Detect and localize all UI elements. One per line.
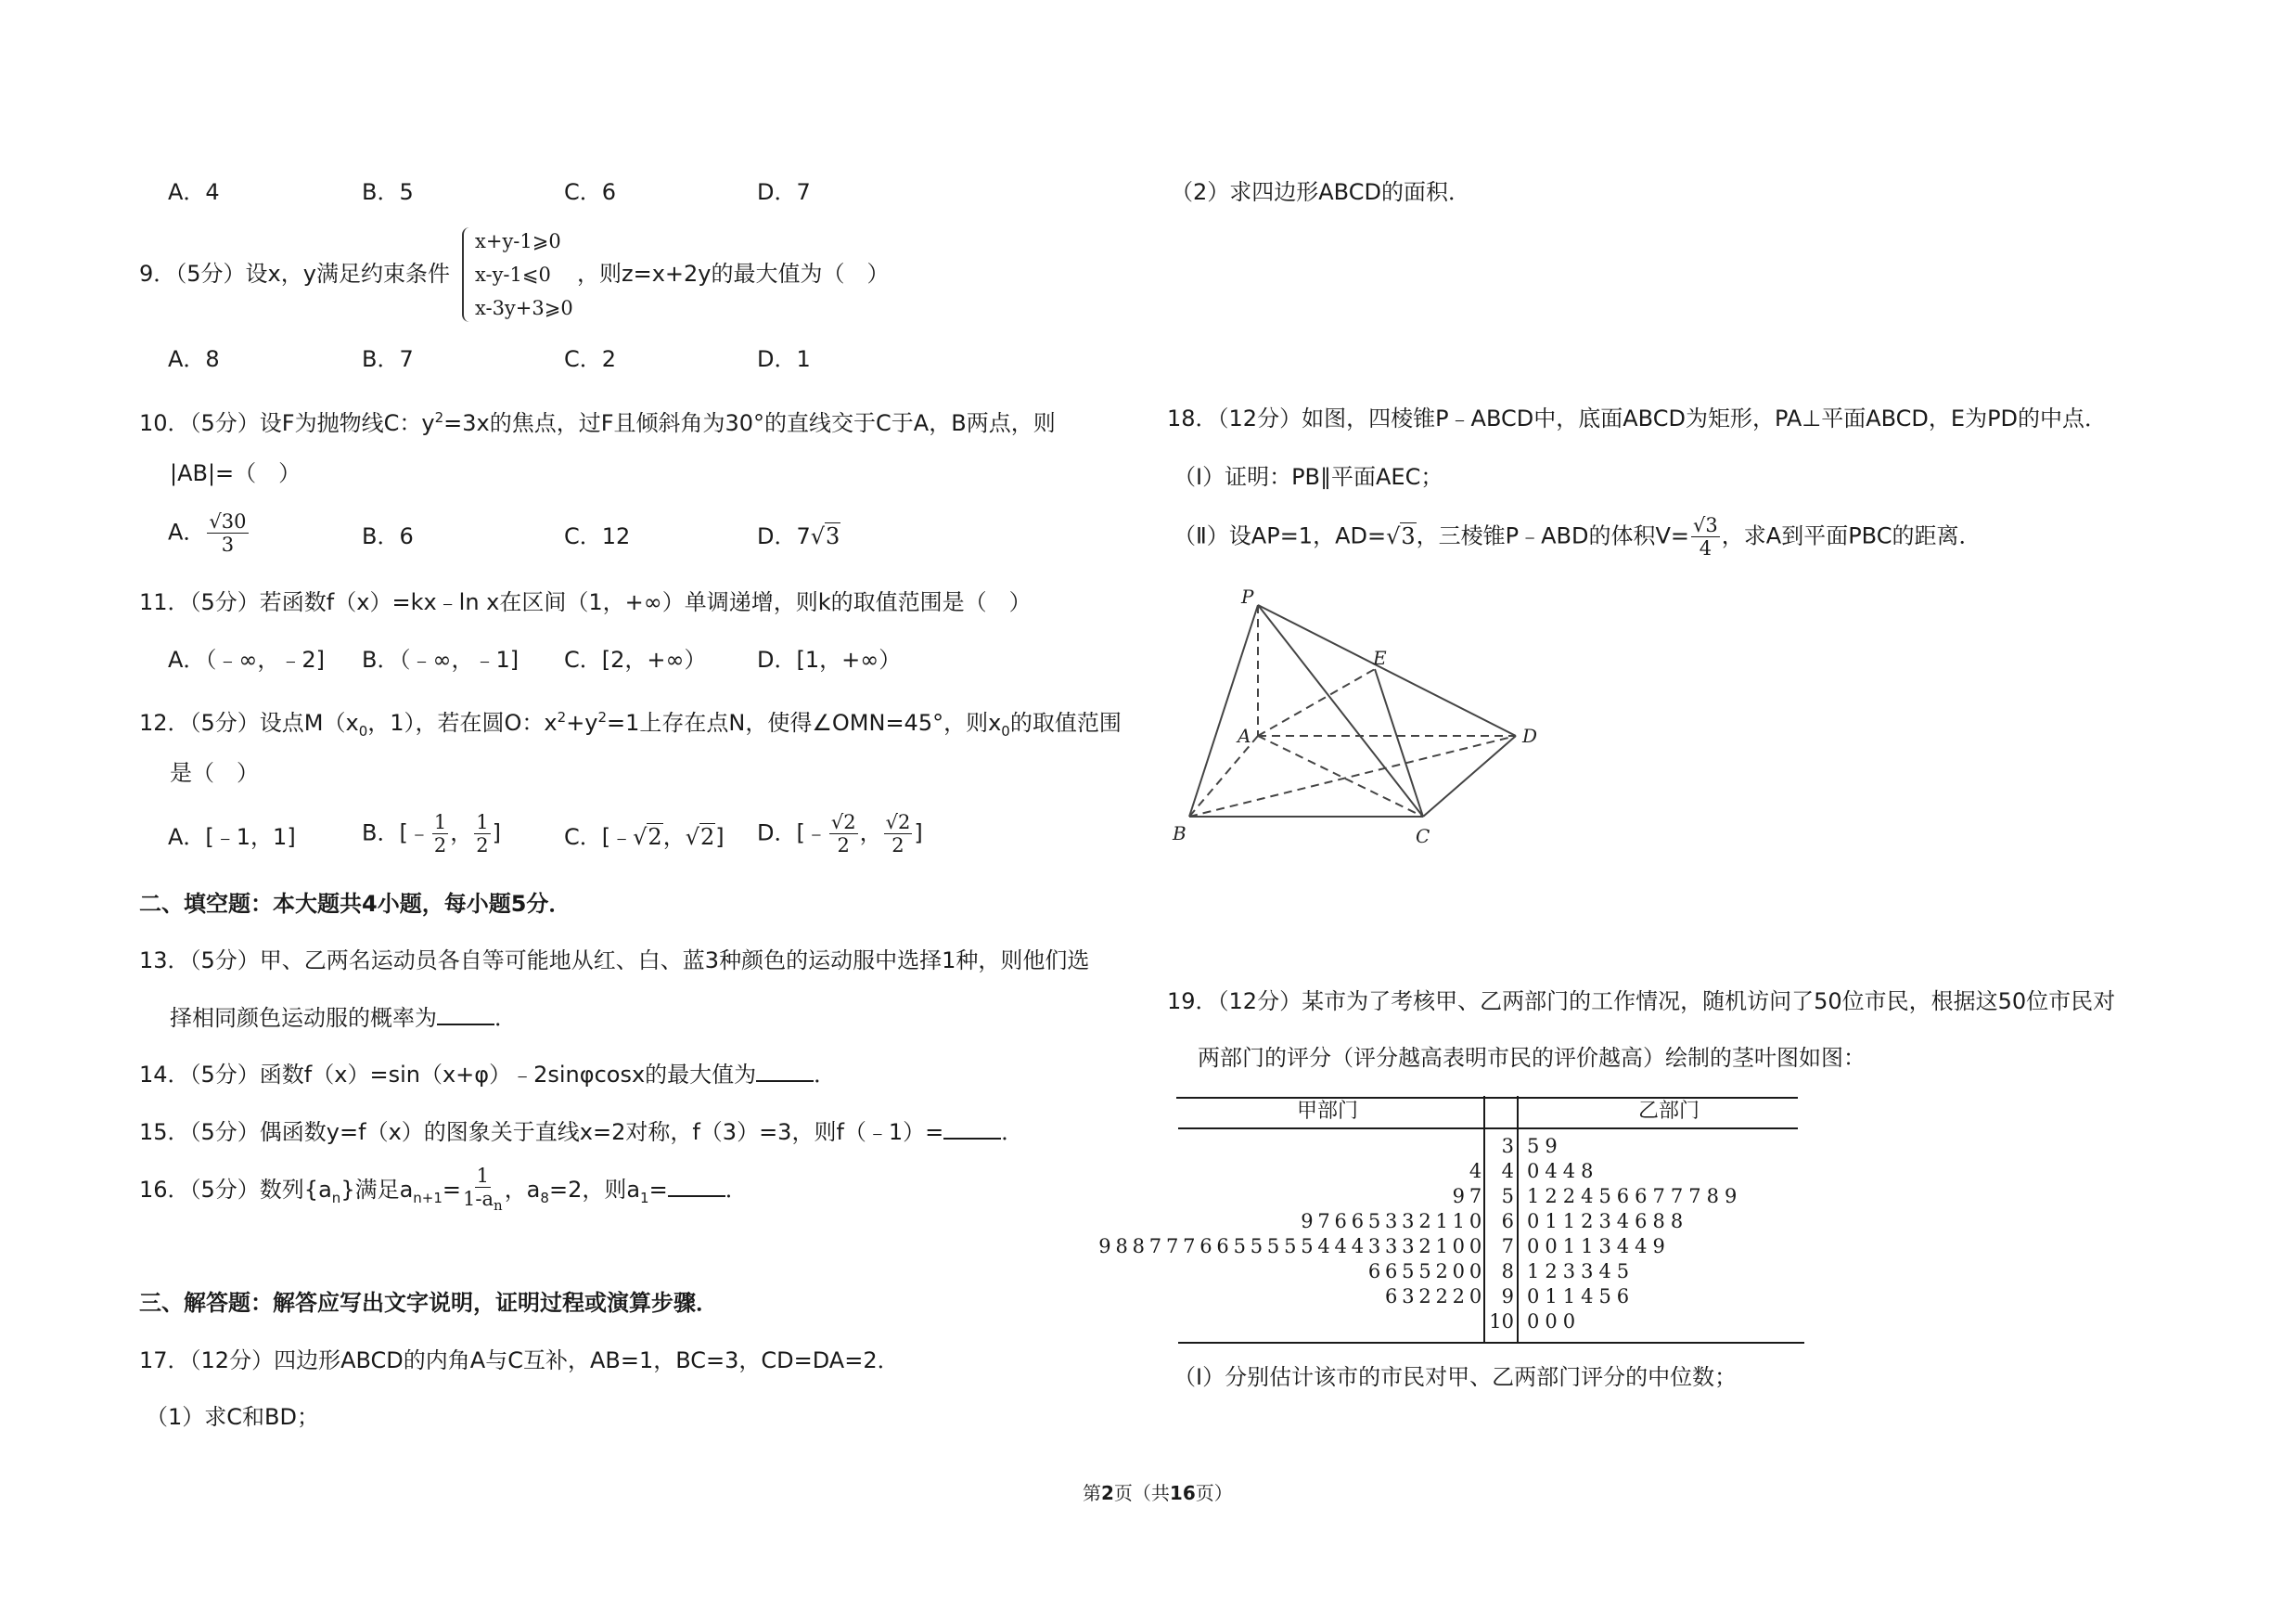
question-16: 16．（5分）数列$\{a_n\}$满足$a_{n+1}=$ $\frac{1}{1-a_n}$ ，$a_8=2$，则$a_1=$ ． <box>139 1165 748 1215</box>
q9-text-before: 9．（5分）设x，y满足约束条件 <box>139 261 450 287</box>
q12-option-c[interactable]: C．[﹣√2，√2] <box>564 824 725 850</box>
pyramid-diagram <box>1167 585 1557 854</box>
q19-line-1: 19．（12分）某市为了考核甲、乙两部门的工作情况，随机访问了50位市民，根据这50位市民对 <box>1167 988 2116 1014</box>
table-bottom-rule <box>1178 1342 1804 1344</box>
current-page-number: 2 <box>1101 1482 1114 1504</box>
section-3-heading: 三、解答题：解答应写出文字说明，证明过程或演算步骤． <box>139 1290 718 1316</box>
q9-text-after: ，则z=x+2y的最大值为（ ） <box>577 261 890 287</box>
q18-part-1: （Ⅰ）证明：PB∥平面AEC； <box>1174 464 1443 490</box>
q15-answer-blank[interactable] <box>943 1117 1001 1140</box>
question-15: 15．（5分）偶函数y=f（x）的图象关于直线x=2对称，f（3）=3，则f（﹣1）= ． <box>139 1119 1024 1145</box>
table-row: 6655200 8 123345 <box>1367 1260 1635 1282</box>
q17-text: 17．（12分）四边形ABCD的内角A与C互补，AB=1，BC=3，CD=DA=2． <box>139 1347 900 1373</box>
table-row: 97 5 122456677789 <box>1452 1185 1743 1207</box>
q8-option-a[interactable]: A．4 <box>168 179 220 205</box>
q10-option-b[interactable]: B．6 <box>362 523 414 549</box>
table-header-rule <box>1178 1127 1798 1129</box>
q10-option-d[interactable]: D．7√3 <box>757 523 840 549</box>
q18-text: 18．（12分）如图，四棱锥P﹣ABCD中，底面ABCD为矩形，PA⊥平面ABCD，E为PD的中点． <box>1167 406 2108 432</box>
q11-text: 11．（5分）若函数f（x）=kx﹣ln x在区间（1，+∞）单调递增，则k的取值范围是（ ） <box>139 589 1032 615</box>
q17-part-2: （2）求四边形ABCD的面积． <box>1171 179 1470 205</box>
q13-line-2: 择相同颜色运动服的概率为 ． <box>170 1005 517 1031</box>
table-row: 97665332110 6 011234688 <box>1301 1210 1689 1232</box>
table-row: 98877766555554443332100 7 00113449 <box>1098 1235 1671 1257</box>
q13-answer-blank[interactable] <box>437 1003 494 1025</box>
q9-option-b[interactable]: B．7 <box>362 346 414 372</box>
q18-part-2: （Ⅱ）设AP=1，AD=√3，三棱锥P﹣ABD的体积V= $\frac{√3}{4}$ ，求A到平面PBC的距离． <box>1174 514 1982 560</box>
q9-option-d[interactable]: D．1 <box>757 346 811 372</box>
pyramid-figure <box>1167 585 1557 854</box>
table-row: 3 59 <box>1501 1135 1563 1157</box>
q8-option-b[interactable]: B．5 <box>362 179 414 205</box>
header-dept-yi: 乙部门 <box>1638 1100 1700 1123</box>
page-footer: 第2页（共16页） <box>1083 1482 1233 1504</box>
q14-answer-blank[interactable] <box>756 1060 814 1082</box>
table-row: 10 000 <box>1489 1310 1582 1333</box>
table-top-rule <box>1176 1097 1798 1099</box>
stem-leaf-table <box>1098 1093 1798 1353</box>
q10-option-c[interactable]: C．12 <box>564 523 631 549</box>
q10-line-2: |AB|=（ ） <box>170 460 301 486</box>
section-2-heading: 二、填空题：本大题共4小题，每小题5分． <box>139 891 571 917</box>
vertex-label-p: P <box>1241 586 1254 608</box>
table-row: 632220 9 011456 <box>1385 1285 1635 1307</box>
q12-option-a[interactable]: A．[﹣1，1] <box>168 824 296 850</box>
q12-option-d[interactable]: D．[﹣ $\frac{√2}{2}$ ， $\frac{√2}{2}$ ] <box>757 811 923 857</box>
q8-option-d[interactable]: D．7 <box>757 179 811 205</box>
q8-option-c[interactable]: C．6 <box>564 179 617 205</box>
q9-option-a[interactable]: A．8 <box>168 346 220 372</box>
left-brace-icon <box>462 227 473 322</box>
q13-line-1: 13．（5分）甲、乙两名运动员各自等可能地从红、白、蓝3种颜色的运动服中选择1种，则他们选 <box>139 947 1090 973</box>
question-14: 14．（5分）函数f（x）=sin（x+φ）﹣2sinφcosx的最大值为 ． <box>139 1062 837 1088</box>
q19-part-1: （Ⅰ）分别估计该市的市民对甲、乙两部门评分的中位数； <box>1174 1364 1738 1390</box>
q11-option-c[interactable]: C．[2，+∞） <box>564 647 707 673</box>
q9-constraint-1: x+y-1⩾0 <box>475 230 561 252</box>
q10-option-a[interactable]: A． $\frac{√30}{3}$ <box>168 510 247 556</box>
total-pages-number: 16 <box>1169 1482 1196 1504</box>
vertex-label-e: E <box>1373 647 1387 669</box>
vertex-label-a: A <box>1238 725 1251 747</box>
q19-line-2: 两部门的评分（评分越高表明市民的评价越高）绘制的茎叶图如图： <box>1198 1045 1866 1071</box>
q11-option-a[interactable]: A．（﹣∞，﹣2] <box>168 647 326 673</box>
table-row: 4 4 0448 <box>1469 1160 1599 1182</box>
q12-line-1: 12．（5分）设点$M(x_0$，1），若在圆O：$x^2+y^2=1$上存在点N，使得∠OMN=45°，则$x_0$的取值范围 <box>139 709 1122 740</box>
q9-constraint-3: x-3y+3⩾0 <box>475 297 573 319</box>
q9-option-c[interactable]: C．2 <box>564 346 617 372</box>
q16-answer-blank[interactable] <box>668 1175 725 1197</box>
vertex-label-b: B <box>1173 822 1186 844</box>
vertex-label-d: D <box>1522 725 1538 747</box>
q12-line-2: 是（ ） <box>170 760 259 786</box>
q9-constraint-2: x-y-1⩽0 <box>475 264 551 286</box>
q12-option-b[interactable]: B．[﹣ $\frac{1}{2}$ ， $\frac{1}{2}$ ] <box>362 811 501 857</box>
q17-part-1: （1）求C和BD； <box>146 1404 319 1430</box>
q10-line-1: 10．（5分）设F为抛物线C：$y^2=3x$的焦点，过F且倾斜角为30°的直线交于C于A，B两点，则 <box>139 409 1056 436</box>
q11-option-b[interactable]: B．（﹣∞，﹣1] <box>362 647 519 673</box>
header-dept-jia: 甲部门 <box>1297 1100 1359 1123</box>
vertex-label-c: C <box>1416 825 1430 847</box>
q11-option-d[interactable]: D．[1，+∞） <box>757 647 902 673</box>
